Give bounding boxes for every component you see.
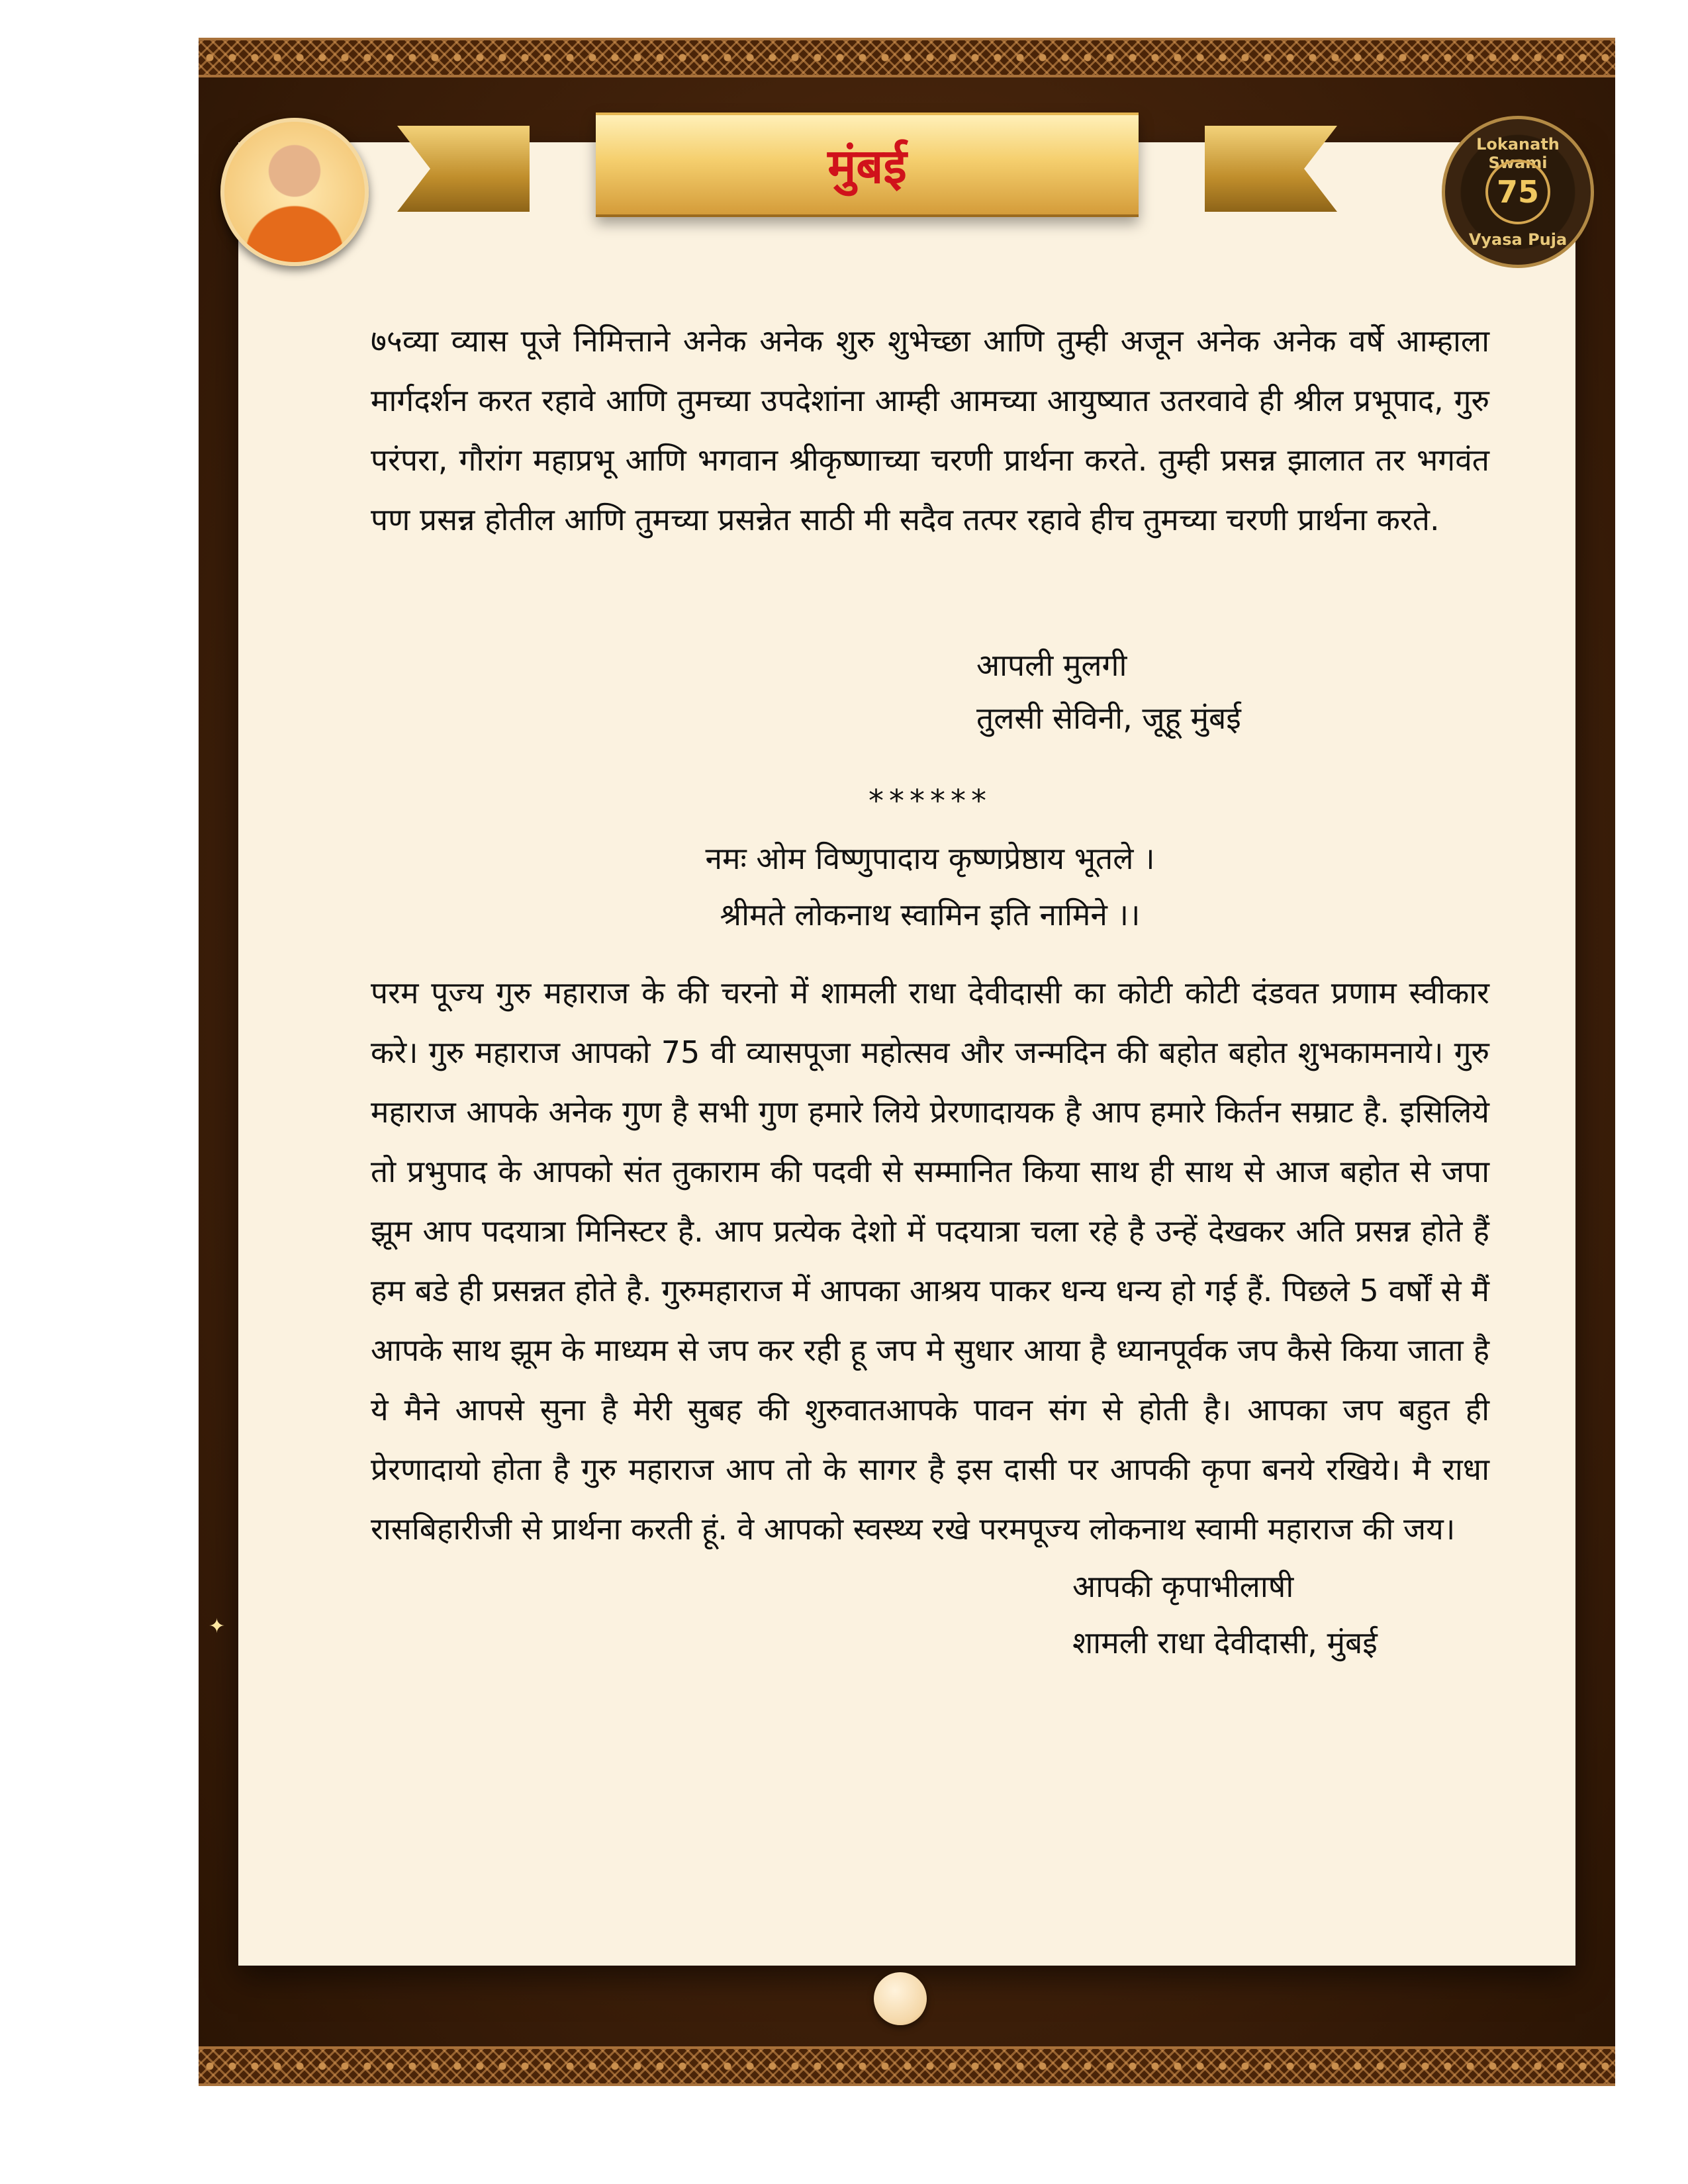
title-ribbon (490, 99, 1244, 225)
verse-line-1: नमः ओम विष्णुपादाय कृष्णप्रेष्ठाय भूतले । (705, 841, 1155, 876)
section-separator: ****** (868, 783, 992, 819)
ribbon-banner (596, 113, 1139, 217)
vyasa-puja-75-badge (1442, 116, 1594, 268)
verse-line-2: श्रीमते लोकनाथ स्वामिन इति नामिने ।। (720, 897, 1141, 933)
page-title: मुंबई (827, 138, 907, 194)
letter2-body: परम पूज्य गुरु महाराज के की चरनो में शामली राधा देवीदासी का कोटी कोटी दंडवत प्रणाम स्वीकार करे। गुरु महाराज आपको 75 वी व्यासपूजा महोत्सव और जन्मदिन की बहोत बहोत शुभकामनाये। गुरु महाराज आपके अनेक गुण है सभी गुण हमारे लिये प्रेरणादायक है आप हमारे किर्तन सम्राट है. इसिलिये तो प्रभुपाद के आपको संत तुकाराम की पदवी से सम्मानित किया साथ ही साथ से आज बहोत से जपा झूम आप पदयात्रा मिनिस्टर है. आप प्रत्येक देशो में पदयात्रा चला रहे है उन्हें देखकर अति प्रसन्न होते हैं हम बडे ही प्रसन्नत होते है. गुरुमहाराज में आपका आश्रय पाकर धन्य धन्य हो गई हैं. पिछले 5 वर्षों से मैं आपके साथ झूम के माध्यम से जप कर रही हू जप मे सुधार आया है ध्यानपूर्वक जप कैसे किया जाता है ये मैने आपसे सुना है मेरी सुबह की शुरुवातआपके पावन संग से होती है। आपका जप बहुत ही प्रेरणादायो होता है गुरु महाराज आप तो के सागर है इस दासी पर आपकी कृपा बनये रखिये। मै राधा रासबिहारीजी से प्रार्थना करती हूं. वे आपको स्वस्थ्य रखे परमपूज्य लोकनाथ स्वामी महाराज की जय। (371, 975, 1489, 1547)
letter2-signoff: आपकी कृपाभीलाषी (1072, 1569, 1294, 1604)
letter2-signature: शामली राधा देवीदासी, मुंबई (1072, 1625, 1378, 1661)
letter1-signoff: आपली मुलगी (976, 647, 1127, 683)
sparkle-icon: ✦ (209, 1615, 226, 1638)
badge-top-text: Lokanath Swami (1476, 135, 1560, 172)
guru-portrait-image (220, 118, 369, 266)
bottom-ornamental-border (199, 2046, 1615, 2086)
top-ornamental-border (199, 38, 1615, 77)
letter1-signature: तुलसी सेविनी, जूहू मुंबई (976, 700, 1241, 736)
badge-bottom-text: Vyasa Puja (1468, 230, 1568, 249)
letter-content (371, 311, 1489, 1671)
frame-bottom-knob (874, 1972, 927, 2025)
letter1-body: ७५व्या व्यास पूजे निमित्ताने अनेक अनेक शुरु शुभेच्छा आणि तुम्ही अजून अनेक अनेक वर्षे आम्हाला मार्गदर्शन करत रहावे आणि तुमच्या उपदेशांना आम्ही आमच्या आयुष्यात उतरवावे ही श्रील प्रभूपाद, गुरु परंपरा, गौरांग महाप्रभू आणि भगवान श्रीकृष्णाच्या चरणी प्रार्थना करते. तुम्ही प्रसन्न झालात तर भगवंत पण प्रसन्न होतील आणि तुमच्या प्रसन्नेत साठी मी सदैव तत्पर रहावे हीच तुमच्या चरणी प्रार्थना करते. (371, 323, 1489, 537)
badge-number: 75 (1485, 159, 1550, 224)
